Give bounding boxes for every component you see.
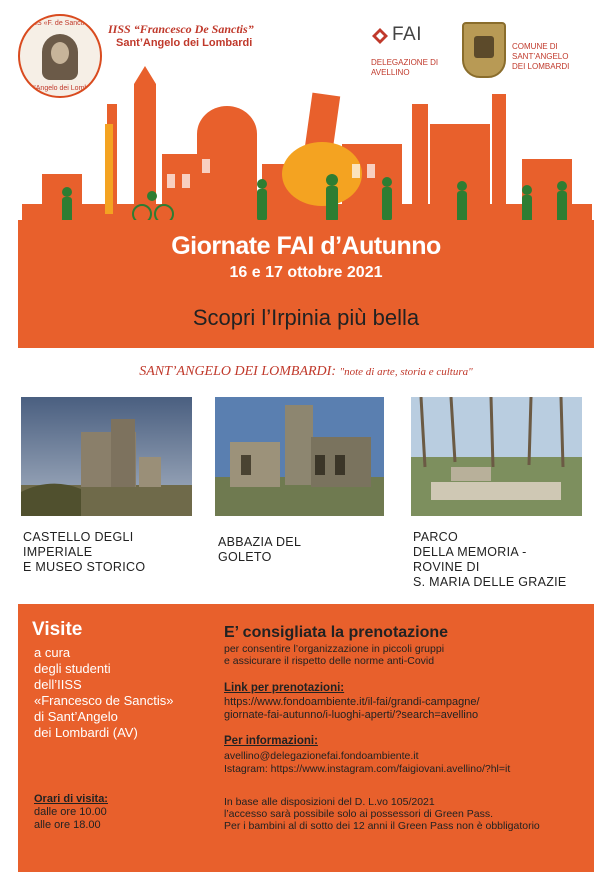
orari-heading: Orari di visita:	[34, 793, 108, 805]
school-logo-ring-top: IISS «F. de Sanctis»	[28, 20, 92, 27]
visite-body: a cura degli studenti dell’IISS «Francesco de Sanctis» di Sant’Angelo dei Lombardi (AV)	[34, 645, 174, 740]
fai-logo-icon	[370, 27, 390, 47]
contact-lines	[224, 750, 510, 776]
section-subtitle	[18, 364, 594, 380]
subtitle-quote: "note di arte, storia e cultura"	[339, 366, 473, 378]
contact-heading: Per informazioni:	[224, 735, 318, 747]
prenotazione-heading: E’ consigliata la prenotazione	[224, 624, 449, 641]
abbazia-photo	[215, 397, 384, 516]
orari-times: dalle ore 10.00 alle ore 18.00	[34, 806, 107, 831]
school-city: Sant’Angelo dei Lombardi	[116, 37, 253, 49]
prenotazione-intro: per consentire l’organizzazione in piccoli gruppi e assicurare il rispetto delle norme anti-Covid	[224, 643, 445, 667]
castello-photo	[21, 397, 192, 516]
booking-link[interactable]: https://www.fondoambiente.it/il-fai/grandi-campagne/ giornate-fai-autunno/i-luoghi-aperti/?search=avellino	[224, 696, 480, 721]
castello-caption: CASTELLO DEGLI IMPERIALE E MUSEO STORICO	[23, 530, 146, 574]
school-name: IISS “Francesco De Sanctis”	[108, 22, 254, 36]
green-pass-notes: In base alle disposizioni del D. L.vo 105/2021 l’accesso sarà possibile solo ai possessori di Green Pass. Per i bambini al di sotto dei 12 anni il Green Pass non è obbligatorio	[224, 796, 540, 832]
contact-instagram[interactable]: Istagram: https://www.instagram.com/faigiovani.avellino/?hl=it	[224, 763, 511, 775]
event-tagline: Scopri l’Irpinia più bella	[192, 305, 420, 330]
skyline-illustration	[22, 64, 592, 240]
parco-photo	[411, 397, 582, 516]
parco-caption: PARCO DELLA MEMORIA - ROVINE DI S. MARIA DELLE GRAZIE	[413, 530, 567, 589]
link-heading: Link per prenotazioni:	[224, 682, 345, 694]
event-title: Giornate FAI d’Autunno	[171, 232, 441, 260]
abbazia-caption: ABBAZIA DEL GOLETO	[218, 535, 302, 564]
fai-logo-text: FAI	[392, 24, 423, 45]
fai-delegation: DELEGAZIONE DI AVELLINO	[371, 58, 439, 77]
comune-name: COMUNE DI SANT’ANGELO DEI LOMBARDI	[512, 42, 570, 71]
subtitle-place: SANT’ANGELO DEI LOMBARDI:	[139, 364, 336, 379]
contact-email[interactable]: avellino@delegazionefai.fondoambiente.it	[224, 750, 419, 762]
visite-title: Visite	[32, 619, 83, 640]
school-logo-ring-bottom: Sant'Angelo dei Lombardi	[20, 85, 100, 92]
event-dates: 16 e 17 ottobre 2021	[229, 264, 383, 281]
